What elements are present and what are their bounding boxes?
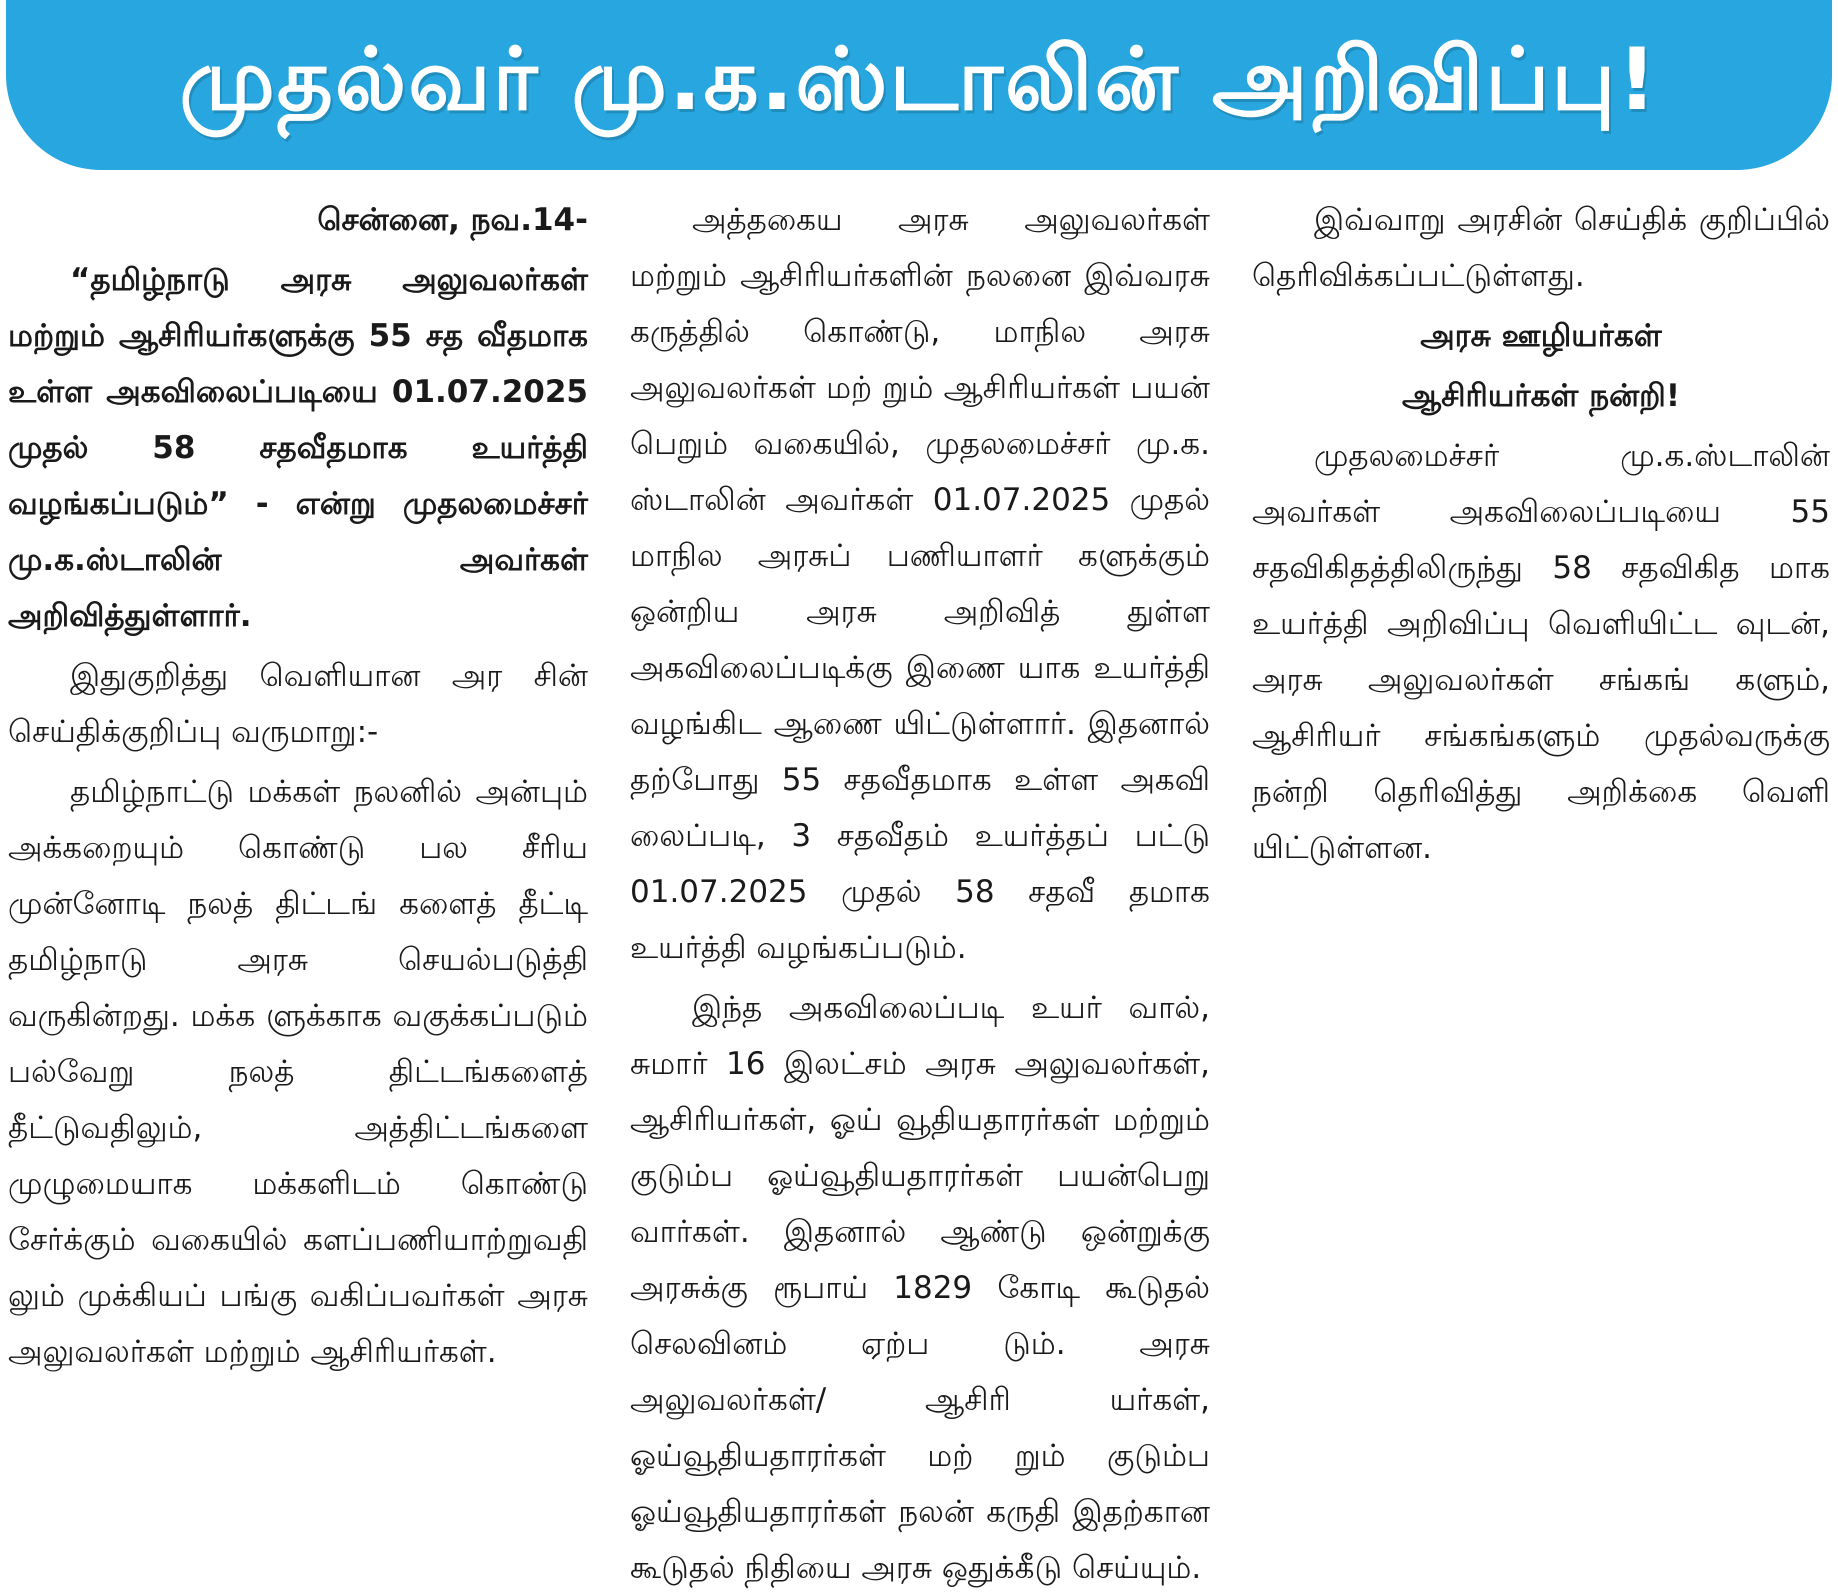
column-2 (630, 192, 1210, 1586)
paragraph-3: அத்தகைய அரசு அலுவலர்கள் மற்றும் ஆசிரியர்களின் நலனை இவ்வரசு கருத்தில் கொண்டு, மாநில அரசு அலுவலர்கள் மற் றும் ஆசிரியர்கள் பயன் பெறும் வகையில், முதலமைச்சர் மு.க. ஸ்டாலின் அவர்கள் 01.07.2025 முதல் மாநில அரசுப் பணியாளர் களுக்கும் ஒன்றிய அரசு அறிவித் துள்ள அகவிலைப்படிக்கு இணை யாக உயர்த்தி வழங்கிட ஆணை யிட்டுள்ளார். இதனால் தற்போது 55 சதவீதமாக உள்ள அகவி லைப்படி, 3 சதவீதம் உயர்த்தப் பட்டு 01.07.2025 முதல் 58 சதவீ தமாக உயர்த்தி வழங்கப்படும். (630, 202, 1210, 966)
subheading-line-2: ஆசிரியர்கள் நன்றி! (1402, 378, 1680, 414)
column-1 (8, 192, 588, 1402)
headline: முதல்வர் மு.க.ஸ்டாலின் அறிவிப்பு! (179, 29, 1659, 130)
paragraph-1: இதுகுறித்து வெளியான அர சின் செய்திக்குறிப்பு வருமாறு:- (8, 658, 588, 750)
paragraph-2: தமிழ்நாட்டு மக்கள் நலனில் அன்பும் அக்கறையும் கொண்டு பல சீரிய முன்னோடி நலத் திட்டங் களைத் தீட்டி தமிழ்நாடு அரசு செயல்படுத்தி வருகின்றது. மக்க ளுக்காக வகுக்கப்படும் பல்வேறு நலத் திட்டங்களைத் தீட்டுவதிலும், அத்திட்டங்களை முழுமையாக மக்களிடம் கொண்டு சேர்க்கும் வகையில் களப்பணியாற்றுவதி லும் முக்கியப் பங்கு வகிப்பவர்கள் அரசு அலுவலர்கள் மற்றும் ஆசிரியர்கள். (8, 774, 588, 1370)
dateline: சென்னை, நவ.14- (317, 202, 588, 238)
paragraph-5: இவ்வாறு அரசின் செய்திக் குறிப்பில் தெரிவிக்கப்பட்டுள்ளது. (1252, 202, 1830, 294)
column-3 (1252, 192, 1830, 1402)
paragraph-6: முதலமைச்சர் மு.க.ஸ்டாலின் அவர்கள் அகவிலைப்படியை 55 சதவிகிதத்திலிருந்து 58 சதவிகித மாக உயர்த்தி அறிவிப்பு வெளியிட்ட வுடன், அரசு அலுவலர்கள் சங்கங் களும், ஆசிரியர் சங்கங்களும் முதல்வருக்கு நன்றி தெரிவித்து அறிக்கை வெளி யிட்டுள்ளன. (1252, 438, 1830, 866)
headline-banner (6, 0, 1832, 170)
lead-paragraph: “தமிழ்நாடு அரசு அலுவலர்கள் மற்றும் ஆசிரியர்களுக்கு 55 சத வீதமாக உள்ள அகவிலைப்படியை 01.07.2025 முதல் 58 சதவீதமாக உயர்த்தி வழங்கப்படும்” - என்று முதலமைச்சர் மு.க.ஸ்டாலின் அவர்கள் அறிவித்துள்ளார். (8, 262, 588, 634)
subheading-line-1: அரசு ஊழியர்கள் (1420, 318, 1662, 354)
paragraph-4: இந்த அகவிலைப்படி உயர் வால், சுமார் 16 இலட்சம் அரசு அலுவலர்கள், ஆசிரியர்கள், ஓய் வூதியதாரர்கள் மற்றும் குடும்ப ஓய்வூதியதாரர்கள் பயன்பெறு வார்கள். இதனால் ஆண்டு ஒன்றுக்கு அரசுக்கு ரூபாய் 1829 கோடி கூடுதல் செலவினம் ஏற்ப டும். அரசு அலுவலர்கள்/ ஆசிரி யர்கள், ஓய்வூதியதாரர்கள் மற் றும் குடும்ப ஓய்வூதியதாரர்கள் நலன் கருதி இதற்கான கூடுதல் நிதியை அரசு ஒதுக்கீடு செய்யும். (630, 990, 1210, 1586)
